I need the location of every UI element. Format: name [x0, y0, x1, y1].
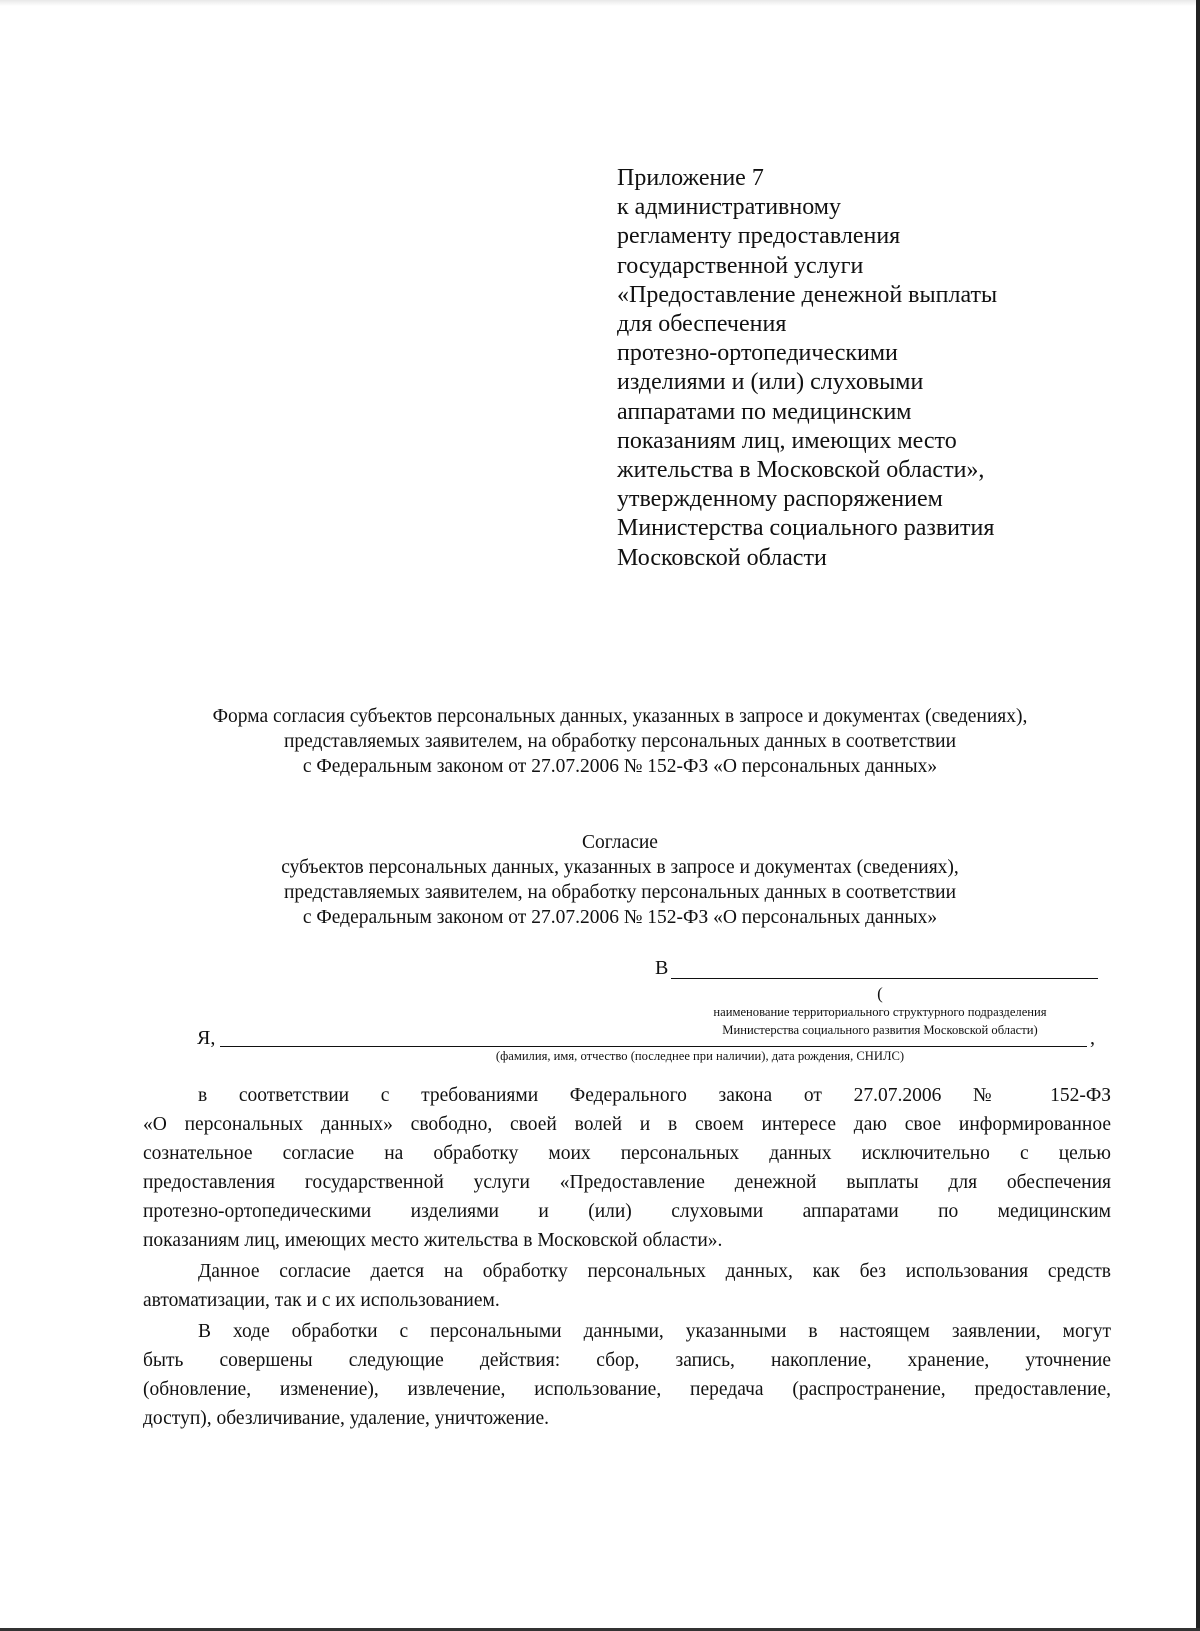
addressee-hint-line1: [660, 985, 1100, 1021]
appendix-line: для обеспечения: [617, 311, 787, 338]
addressee-hint-line2: Министерства социального развития Московской области): [722, 1023, 1038, 1037]
applicant-blank-line[interactable]: [220, 1046, 1087, 1047]
appendix-line: протезно-ортопедическими: [617, 340, 898, 367]
appendix-line: утвержденному распоряжением: [617, 486, 943, 513]
appendix-line: Московской области: [617, 544, 827, 571]
applicant-prefix: Я,: [197, 1027, 216, 1049]
scan-right-edge: [1196, 0, 1200, 1631]
addressee-field[interactable]: [655, 956, 1105, 984]
body-line: «О персональных данных» свободно, своей волей и в своем интересе даю свое информированное: [143, 1114, 1111, 1135]
appendix-line: жительства в Московской области»,: [617, 457, 985, 484]
body-line: быть совершены следующие действия: сбор, запись, накопление, хранение, уточнение: [143, 1350, 1111, 1371]
addressee-hint-text1: наименование территориального структурного подразделения: [713, 1005, 1047, 1019]
body-line: сознательное согласие на обработку моих персональных данных исключительно с целью: [143, 1143, 1111, 1164]
body-line: автоматизации, так и с их использованием.: [143, 1290, 500, 1311]
body-line: предоставления государственной услуги «Предоставление денежной выплаты для обеспечения: [143, 1172, 1111, 1193]
consent-body: [143, 1081, 1111, 1433]
body-line: показаниям лиц, имеющих место жительства в Московской области».: [143, 1230, 723, 1251]
addressee-hint-paren: (: [877, 984, 883, 1003]
body-line: доступ), обезличивание, удаление, уничтожение.: [143, 1408, 549, 1429]
body-line: (обновление, изменение), извлечение, использование, передача (распространение, предоставление,: [143, 1379, 1111, 1400]
appendix-line: изделиями и (или) слуховыми: [617, 369, 924, 396]
consent-title-line: представляемых заявителем, на обработку персональных данных в соответствии: [283, 882, 957, 903]
applicant-suffix: ,: [1090, 1027, 1095, 1049]
appendix-line: «Предоставление денежной выплаты: [617, 281, 998, 308]
appendix-block: [617, 164, 1077, 573]
scan-top-edge: [0, 0, 1200, 6]
body-line: Данное согласие дается на обработку персональных данных, как без использования средств: [198, 1261, 1111, 1282]
appendix-line: регламенту предоставления: [617, 223, 901, 250]
body-line: протезно-ортопедическими изделиями и (или) слуховыми аппаратами по медицинским: [143, 1201, 1111, 1222]
consent-paragraph-3: [143, 1317, 1111, 1433]
appendix-line: Министерства социального развития: [617, 515, 995, 542]
form-title-line: Форма согласия субъектов персональных данных, указанных в запросе и документах (сведениях),: [212, 706, 1028, 727]
applicant-hint: (фамилия, имя, отчество (последнее при наличии), дата рождения, СНИЛС): [495, 1049, 905, 1063]
appendix-line: показаниям лиц, имеющих место: [617, 427, 957, 454]
consent-title-line: субъектов персональных данных, указанных в запросе и документах (сведениях),: [281, 857, 959, 878]
form-title-line: с Федеральным законом от 27.07.2006 № 152-ФЗ «О персональных данных»: [302, 756, 938, 777]
consent-heading: Согласие: [582, 832, 658, 853]
form-title: [120, 704, 1120, 779]
body-line: В ходе обработки с персональными данными, указанными в настоящем заявлении, могут: [198, 1321, 1111, 1342]
appendix-line: государственной услуги: [617, 252, 864, 279]
appendix-line: к административному: [617, 194, 841, 221]
appendix-line: аппаратами по медицинским: [617, 398, 912, 425]
addressee-blank-line[interactable]: [671, 978, 1098, 979]
consent-title-line: с Федеральным законом от 27.07.2006 № 152-ФЗ «О персональных данных»: [302, 907, 938, 928]
body-line: в соответствии с требованиями Федерального закона от 27.07.2006 № 152-ФЗ: [198, 1085, 1111, 1106]
addressee-prefix: В: [655, 957, 669, 979]
consent-paragraph-1: [143, 1081, 1111, 1255]
form-title-line: представляемых заявителем, на обработку персональных данных в соответствии: [283, 731, 957, 752]
consent-paragraph-2: [143, 1257, 1111, 1315]
consent-title: [120, 830, 1120, 930]
appendix-line: Приложение 7: [617, 165, 764, 191]
